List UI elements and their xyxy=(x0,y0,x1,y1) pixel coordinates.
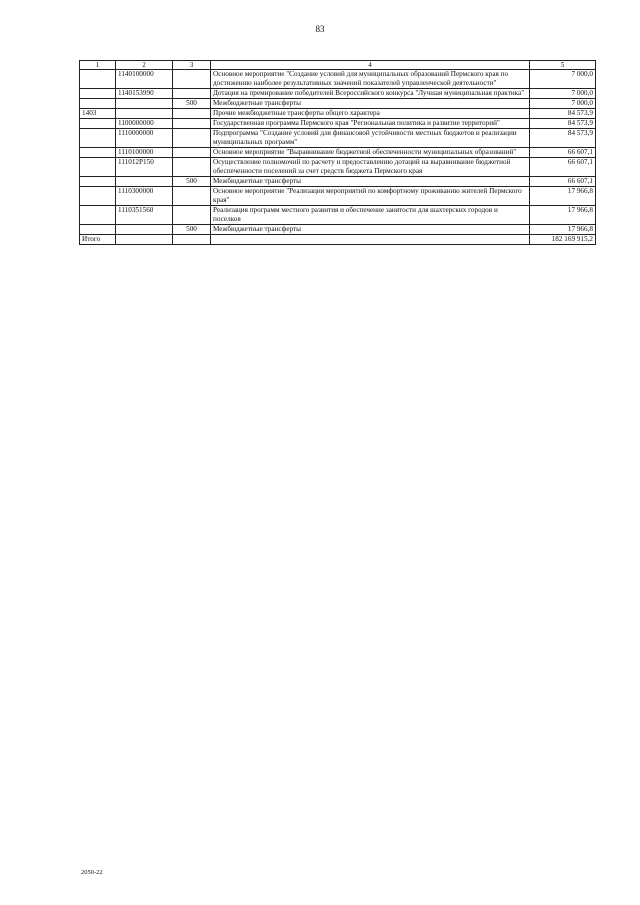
amount-cell: 84 573,9 xyxy=(530,119,596,129)
description-cell: Основное мероприятие "Реализация мероприятий по комфортному проживанию жителей Пермского края" xyxy=(211,187,530,206)
expense-type-cell xyxy=(173,235,211,245)
document-code: 2050-22 xyxy=(81,869,103,876)
description-cell: Реализация программ местного развития и обеспечение занятости для шахтерских городов и поселков xyxy=(211,206,530,225)
target-article-cell: 1140100000 xyxy=(116,70,173,89)
description-cell xyxy=(211,235,530,245)
table-row xyxy=(80,119,596,129)
amount-cell: 66 607,1 xyxy=(530,148,596,158)
amount-cell: 84 573,9 xyxy=(530,129,596,148)
section-code-cell xyxy=(80,148,116,158)
amount-cell: 7 000,0 xyxy=(530,89,596,99)
budget-table xyxy=(79,60,596,245)
target-article-cell: 1110100000 xyxy=(116,148,173,158)
section-code-cell xyxy=(80,177,116,187)
description-cell: Подпрограмма "Создание условий для финансовой устойчивости местных бюджетов и реализации муниципальных программ" xyxy=(211,129,530,148)
table-row xyxy=(80,70,596,89)
expense-type-cell: 500 xyxy=(173,225,211,235)
description-cell: Прочие межбюджетные трансферты общего характера xyxy=(211,109,530,119)
section-code-cell xyxy=(80,99,116,109)
amount-cell: 84 573,9 xyxy=(530,109,596,119)
section-code-cell xyxy=(80,225,116,235)
expense-type-cell: 500 xyxy=(173,177,211,187)
target-article-cell xyxy=(116,225,173,235)
target-article-cell xyxy=(116,99,173,109)
table-row xyxy=(80,109,596,119)
amount-cell: 66 607,1 xyxy=(530,158,596,177)
target-article-cell xyxy=(116,177,173,187)
section-code-cell: 1403 xyxy=(80,109,116,119)
header-col-3: 3 xyxy=(173,61,211,70)
table-row xyxy=(80,148,596,158)
expense-type-cell xyxy=(173,158,211,177)
table-row xyxy=(80,206,596,225)
target-article-cell: 1140153990 xyxy=(116,89,173,99)
section-code-cell xyxy=(80,129,116,148)
section-code-cell xyxy=(80,119,116,129)
table-row xyxy=(80,99,596,109)
target-article-cell xyxy=(116,109,173,119)
description-cell: Основное мероприятие "Выравнивание бюджетной обеспеченности муниципальных образований" xyxy=(211,148,530,158)
table-row xyxy=(80,89,596,99)
target-article-cell: 1100000000 xyxy=(116,119,173,129)
expense-type-cell xyxy=(173,70,211,89)
target-article-cell: 111012P150 xyxy=(116,158,173,177)
target-article-cell: 1110000000 xyxy=(116,129,173,148)
target-article-cell xyxy=(116,235,173,245)
description-cell: Осуществление полномочий по расчету и предоставлению дотаций на выравнивание бюджетной обеспеченности поселений за счет средств бюджета Пермского края xyxy=(211,158,530,177)
header-col-1: 1 xyxy=(80,61,116,70)
description-cell: Межбюджетные трансферты xyxy=(211,225,530,235)
amount-cell: 17 966,8 xyxy=(530,187,596,206)
description-cell: Государственная программа Пермского края "Региональная политика и развитие территорий" xyxy=(211,119,530,129)
amount-cell: 7 000,0 xyxy=(530,70,596,89)
section-code-cell xyxy=(80,187,116,206)
description-cell: Межбюджетные трансферты xyxy=(211,177,530,187)
table-row xyxy=(80,177,596,187)
amount-cell: 17 966,8 xyxy=(530,225,596,235)
header-col-5: 5 xyxy=(530,61,596,70)
section-code-cell xyxy=(80,70,116,89)
expense-type-cell xyxy=(173,206,211,225)
description-cell: Основное мероприятие "Создание условий для муниципальных образований Пермского края по достижению наиболее результативных значений показателей управленческой деятельности" xyxy=(211,70,530,89)
expense-type-cell xyxy=(173,187,211,206)
expense-type-cell xyxy=(173,109,211,119)
expense-type-cell: 500 xyxy=(173,99,211,109)
table-row xyxy=(80,187,596,206)
target-article-cell: 1110351560 xyxy=(116,206,173,225)
table-row xyxy=(80,129,596,148)
section-code-cell: Итого xyxy=(80,235,116,245)
section-code-cell xyxy=(80,158,116,177)
expense-type-cell xyxy=(173,89,211,99)
amount-cell: 7 000,0 xyxy=(530,99,596,109)
table-header-row xyxy=(80,61,596,70)
expense-type-cell xyxy=(173,129,211,148)
target-article-cell: 1110300000 xyxy=(116,187,173,206)
amount-cell: 182 169 915,2 xyxy=(530,235,596,245)
description-cell: Дотация на премирование победителей Всероссийского конкурса "Лучшая муниципальная практика" xyxy=(211,89,530,99)
table-row xyxy=(80,235,596,245)
amount-cell: 17 966,8 xyxy=(530,206,596,225)
amount-cell: 66 607,1 xyxy=(530,177,596,187)
page-number: 83 xyxy=(315,24,325,34)
section-code-cell xyxy=(80,89,116,99)
header-col-4: 4 xyxy=(211,61,530,70)
description-cell: Межбюджетные трансферты xyxy=(211,99,530,109)
expense-type-cell xyxy=(173,148,211,158)
expense-type-cell xyxy=(173,119,211,129)
section-code-cell xyxy=(80,206,116,225)
table-row xyxy=(80,225,596,235)
table-row xyxy=(80,158,596,177)
header-col-2: 2 xyxy=(116,61,173,70)
